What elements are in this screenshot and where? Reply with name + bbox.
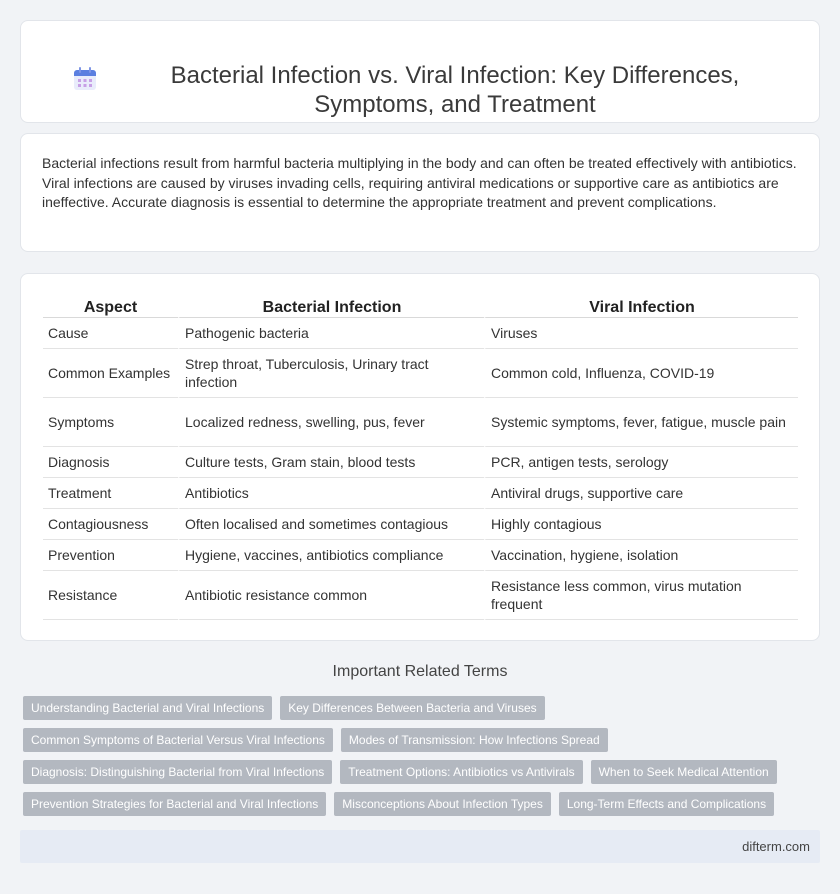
table-row (43, 478, 798, 509)
table-cell: Prevention (43, 540, 178, 571)
table-row (43, 349, 798, 398)
related-term-tag[interactable]: Understanding Bacterial and Viral Infections (23, 696, 272, 720)
table-cell: Antiviral drugs, supportive care (484, 478, 798, 509)
related-term-tag[interactable]: Key Differences Between Bacteria and Viruses (280, 696, 544, 720)
table-cell: Antibiotics (178, 478, 484, 509)
table-row (43, 398, 798, 447)
table-row (43, 509, 798, 540)
table-cell: Strep throat, Tuberculosis, Urinary tract infection (178, 349, 484, 398)
related-term-tag[interactable]: Long-Term Effects and Complications (559, 792, 774, 816)
related-terms-heading: Important Related Terms (332, 663, 508, 680)
table-cell: Symptoms (43, 398, 178, 447)
header-bacterial: Bacterial Infection (178, 296, 484, 318)
table-cell: Treatment (43, 478, 178, 509)
intro-text: Bacterial infections result from harmful bacteria multiplying in the body and can often be treated effectively with antibiotics. Viral infections are caused by viruses invading cells, requiring antiviral medications or supportive care as antibiotics are ineffective. Accurate diagnosis is essential to determine the appropriate treatment and prevent complications. (42, 155, 797, 210)
table-cell: Often localised and sometimes contagious (178, 509, 484, 540)
table-row (43, 318, 798, 349)
header-viral: Viral Infection (484, 296, 798, 318)
table-cell: Contagiousness (43, 509, 178, 540)
related-term-tag[interactable]: Diagnosis: Distinguishing Bacterial from Viral Infections (23, 760, 332, 784)
table-cell: Diagnosis (43, 447, 178, 478)
table-cell: Systemic symptoms, fever, fatigue, muscle pain (484, 398, 798, 447)
related-term-tag[interactable]: Modes of Transmission: How Infections Spread (341, 728, 608, 752)
comparison-card (20, 273, 820, 641)
table-cell: Hygiene, vaccines, antibiotics compliance (178, 540, 484, 571)
table-cell: Antibiotic resistance common (178, 571, 484, 620)
footer-site-link[interactable]: difterm.com (742, 839, 810, 854)
table-cell: Highly contagious (484, 509, 798, 540)
table-cell: Culture tests, Gram stain, blood tests (178, 447, 484, 478)
intro-card (20, 133, 820, 252)
title-card (20, 20, 820, 123)
related-term-tag[interactable]: Prevention Strategies for Bacterial and Viral Infections (23, 792, 326, 816)
related-term-tag[interactable]: Treatment Options: Antibiotics vs Antivirals (340, 760, 582, 784)
related-term-tag[interactable]: When to Seek Medical Attention (591, 760, 777, 784)
related-terms-list (23, 696, 823, 824)
table-row (43, 447, 798, 478)
table-cell: Viruses (484, 318, 798, 349)
table-cell: Common cold, Influenza, COVID-19 (484, 349, 798, 398)
calendar-icon (73, 67, 97, 91)
table-cell: Cause (43, 318, 178, 349)
related-term-tag[interactable]: Common Symptoms of Bacterial Versus Viral Infections (23, 728, 333, 752)
footer (20, 830, 820, 863)
table-cell: Localized redness, swelling, pus, fever (178, 398, 484, 447)
table-cell: Common Examples (43, 349, 178, 398)
table-cell: Resistance (43, 571, 178, 620)
table-cell: Pathogenic bacteria (178, 318, 484, 349)
comparison-table (43, 296, 798, 620)
table-row (43, 571, 798, 620)
table-cell: PCR, antigen tests, serology (484, 447, 798, 478)
table-cell: Vaccination, hygiene, isolation (484, 540, 798, 571)
table-cell: Resistance less common, virus mutation frequent (484, 571, 798, 620)
table-header-row (43, 296, 798, 318)
related-term-tag[interactable]: Misconceptions About Infection Types (334, 792, 551, 816)
header-aspect: Aspect (43, 296, 178, 318)
table-row (43, 540, 798, 571)
page-title: Bacterial Infection vs. Viral Infection: Key Differences, Symptoms, and Treatment (170, 62, 740, 118)
